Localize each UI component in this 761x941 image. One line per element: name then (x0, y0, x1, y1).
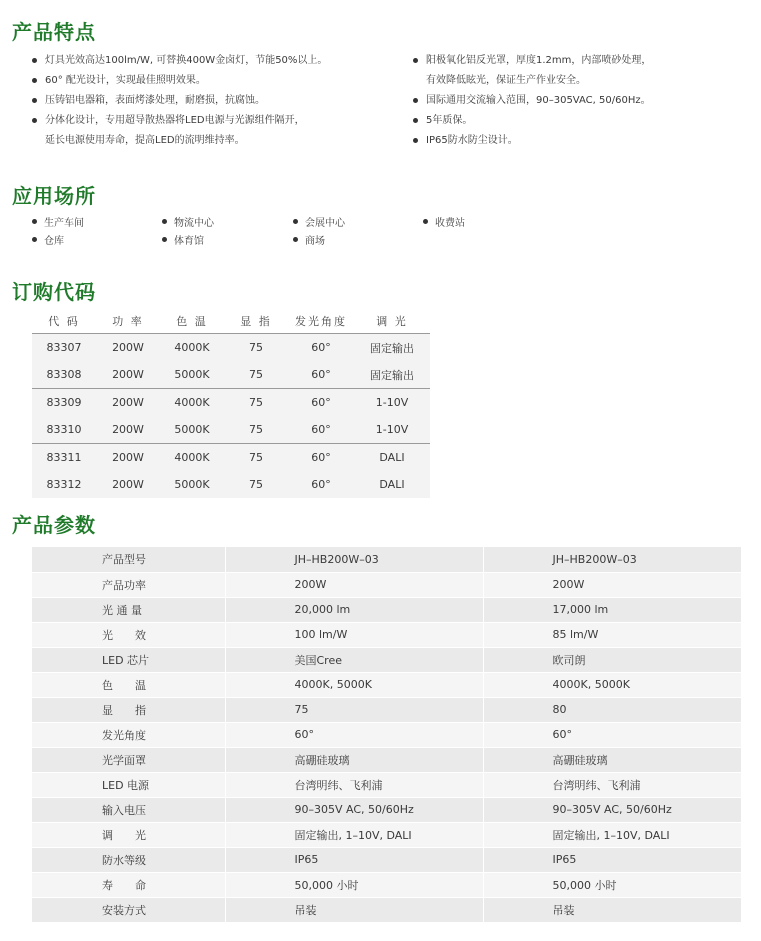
param-value: IP65 (225, 847, 483, 872)
param-value: JH–HB200W–03 (483, 547, 741, 572)
table-cell: DALI (354, 471, 430, 498)
table-cell: 60° (288, 361, 354, 389)
table-row (32, 622, 741, 647)
param-label: 光 通 量 (32, 597, 225, 622)
bullet-dot-icon (413, 98, 418, 103)
param-label: 防水等级 (32, 847, 225, 872)
param-value: 200W (225, 572, 483, 597)
param-label: 产品功率 (32, 572, 225, 597)
bullet-dot-icon (32, 78, 37, 83)
list-item: 收费站 (423, 214, 465, 229)
param-value: 100 lm/W (225, 622, 483, 647)
table-row (32, 334, 430, 362)
table-cell: 200W (96, 334, 160, 362)
order-codes-title: 订购代码 (12, 280, 96, 304)
list-item: 商场 (293, 232, 325, 247)
param-label: 显 指 (32, 697, 225, 722)
bullet-dot-icon (32, 98, 37, 103)
features-title: 产品特点 (12, 20, 96, 44)
bullet-dot-icon (32, 237, 37, 242)
param-value: 固定输出, 1–10V, DALI (483, 822, 741, 847)
table-cell: 200W (96, 444, 160, 472)
list-item: 分体化设计，专用超导散热器将LED电源与光源组件隔开， 延长电源使用寿命，提高LED的流明维持率。 (32, 111, 327, 151)
list-item: 体育馆 (162, 232, 204, 247)
table-cell: 60° (288, 444, 354, 472)
table-cell: 60° (288, 471, 354, 498)
param-value: 美国Cree (225, 647, 483, 672)
list-item: 灯具光效高达100lm/W, 可替换400W金卤灯，节能50%以上。 (32, 51, 327, 71)
table-cell: 固定输出 (354, 361, 430, 389)
param-value: 20,000 lm (225, 597, 483, 622)
bullet-dot-icon (413, 138, 418, 143)
table-row (32, 747, 741, 772)
param-label: 调 光 (32, 822, 225, 847)
table-row (32, 361, 430, 389)
param-value: 60° (225, 722, 483, 747)
column-header: 代 码 (32, 309, 96, 334)
table-cell: 75 (224, 444, 288, 472)
table-cell: 4000K (160, 444, 224, 472)
table-row (32, 822, 741, 847)
table-cell: 200W (96, 361, 160, 389)
list-item: 生产车间 (32, 214, 84, 229)
table-cell: 固定输出 (354, 334, 430, 362)
param-value: 吊装 (483, 897, 741, 922)
table-row (32, 572, 741, 597)
list-item: IP65防水防尘设计。 (413, 131, 651, 151)
param-value: 欧司朗 (483, 647, 741, 672)
table-cell: 4000K (160, 389, 224, 417)
table-row (32, 897, 741, 922)
bullet-dot-icon (32, 58, 37, 63)
column-header: 调 光 (354, 309, 430, 334)
table-cell: 200W (96, 471, 160, 498)
table-cell: 60° (288, 334, 354, 362)
column-header: 色 温 (160, 309, 224, 334)
table-cell: 5000K (160, 416, 224, 444)
param-value: 4000K, 5000K (225, 672, 483, 697)
param-value: 75 (225, 697, 483, 722)
column-header: 功 率 (96, 309, 160, 334)
table-row (32, 697, 741, 722)
table-cell: 5000K (160, 361, 224, 389)
bullet-dot-icon (32, 118, 37, 123)
table-row (32, 772, 741, 797)
table-cell: 200W (96, 389, 160, 417)
table-row (32, 847, 741, 872)
applications-title: 应用场所 (12, 184, 96, 208)
table-cell: 83310 (32, 416, 96, 444)
list-item: 会展中心 (293, 214, 345, 229)
table-row (32, 389, 430, 417)
table-row (32, 797, 741, 822)
param-value: 50,000 小时 (483, 872, 741, 897)
bullet-dot-icon (423, 219, 428, 224)
param-label: 输入电压 (32, 797, 225, 822)
table-cell: 83311 (32, 444, 96, 472)
param-value: 台湾明纬、飞利浦 (483, 772, 741, 797)
param-label: 色 温 (32, 672, 225, 697)
table-cell: 75 (224, 361, 288, 389)
table-cell: 1-10V (354, 389, 430, 417)
param-value: 高硼硅玻璃 (483, 747, 741, 772)
param-label: 发光角度 (32, 722, 225, 747)
param-label: 光 效 (32, 622, 225, 647)
bullet-dot-icon (293, 219, 298, 224)
param-label: 光学面罩 (32, 747, 225, 772)
table-cell: 1-10V (354, 416, 430, 444)
param-value: 高硼硅玻璃 (225, 747, 483, 772)
param-value: 台湾明纬、飞利浦 (225, 772, 483, 797)
param-label: 安装方式 (32, 897, 225, 922)
list-item: 5年质保。 (413, 111, 651, 131)
param-value: 80 (483, 697, 741, 722)
bullet-dot-icon (162, 219, 167, 224)
table-cell: 4000K (160, 334, 224, 362)
table-cell: 200W (96, 416, 160, 444)
param-value: 90–305V AC, 50/60Hz (225, 797, 483, 822)
table-row (32, 672, 741, 697)
table-row (32, 647, 741, 672)
table-row (32, 444, 430, 472)
table-row (32, 547, 741, 572)
list-item: 国际通用交流输入范围，90–305VAC, 50/60Hz。 (413, 91, 651, 111)
table-cell: 75 (224, 334, 288, 362)
param-value: 60° (483, 722, 741, 747)
table-row (32, 597, 741, 622)
table-row (32, 416, 430, 444)
column-header: 显 指 (224, 309, 288, 334)
param-value: 200W (483, 572, 741, 597)
param-label: 产品型号 (32, 547, 225, 572)
bullet-dot-icon (413, 118, 418, 123)
table-cell: 83309 (32, 389, 96, 417)
table-cell: 83307 (32, 334, 96, 362)
list-item: 物流中心 (162, 214, 214, 229)
bullet-dot-icon (413, 58, 418, 63)
parameters-table (32, 547, 741, 923)
list-item: 60° 配光设计，实现最佳照明效果。 (32, 71, 327, 91)
column-header: 发光角度 (288, 309, 354, 334)
param-label: 寿 命 (32, 872, 225, 897)
param-value: 吊装 (225, 897, 483, 922)
table-cell: DALI (354, 444, 430, 472)
param-value: 4000K, 5000K (483, 672, 741, 697)
bullet-dot-icon (293, 237, 298, 242)
table-cell: 60° (288, 389, 354, 417)
param-value: JH–HB200W–03 (225, 547, 483, 572)
table-cell: 75 (224, 471, 288, 498)
table-cell: 60° (288, 416, 354, 444)
table-cell: 75 (224, 416, 288, 444)
param-value: 固定输出, 1–10V, DALI (225, 822, 483, 847)
parameters-title: 产品参数 (12, 513, 96, 537)
param-label: LED 芯片 (32, 647, 225, 672)
list-item: 压铸铝电器箱，表面烤漆处理，耐磨损，抗腐蚀。 (32, 91, 327, 111)
table-cell: 83312 (32, 471, 96, 498)
table-cell: 5000K (160, 471, 224, 498)
table-row (32, 722, 741, 747)
bullet-dot-icon (162, 237, 167, 242)
table-row (32, 872, 741, 897)
param-value: 90–305V AC, 50/60Hz (483, 797, 741, 822)
features-list-left (32, 51, 327, 151)
param-value: 17,000 lm (483, 597, 741, 622)
bullet-dot-icon (32, 219, 37, 224)
table-cell: 83308 (32, 361, 96, 389)
param-label: LED 电源 (32, 772, 225, 797)
table-row (32, 471, 430, 498)
param-value: IP65 (483, 847, 741, 872)
list-item: 仓库 (32, 232, 64, 247)
table-cell: 75 (224, 389, 288, 417)
param-value: 85 lm/W (483, 622, 741, 647)
features-list-right (413, 51, 651, 151)
order-code-table (32, 309, 430, 498)
table-header-row (32, 309, 430, 334)
list-item: 阳极氧化铝反光罩，厚度1.2mm，内部喷砂处理， 有效降低眩光，保证生产作业安全。 (413, 51, 651, 91)
param-value: 50,000 小时 (225, 872, 483, 897)
